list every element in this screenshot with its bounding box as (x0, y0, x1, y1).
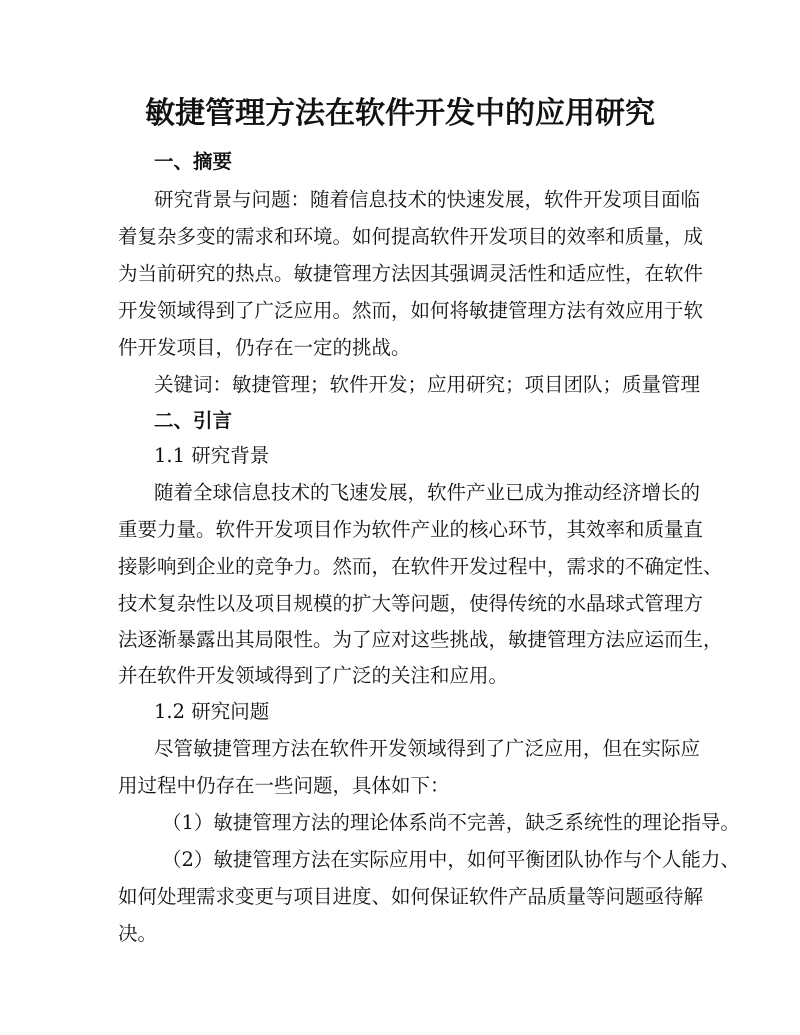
paragraph-line: 随着全球信息技术的飞速发展，软件产业已成为推动经济增长的 (154, 481, 701, 504)
list-item: （1）敏捷管理方法的理论体系尚不完善，缺乏系统性的理论指导。 (162, 811, 740, 834)
section-heading-abstract: 一、摘要 (154, 150, 233, 173)
document-title: 敏捷管理方法在软件开发中的应用研究 (145, 96, 655, 131)
paragraph-line: 接影响到企业的竞争力。然而，在软件开发过程中，需求的不确定性、 (118, 555, 723, 578)
paragraph-line: 研究背景与问题：随着信息技术的快速发展，软件开发项目面临 (154, 188, 701, 211)
paragraph-line: 着复杂多变的需求和环境。如何提高软件开发项目的效率和质量，成 (118, 225, 704, 248)
paragraph-line: 尽管敏捷管理方法在软件开发领域得到了广泛应用，但在实际应 (154, 737, 701, 760)
paragraph-line: 开发领域得到了广泛应用。然而，如何将敏捷管理方法有效应用于软 (118, 299, 704, 322)
paragraph-line: 为当前研究的热点。敏捷管理方法因其强调灵活性和适应性，在软件 (118, 262, 704, 285)
paragraph-line: 用过程中仍存在一些问题，具体如下： (118, 774, 450, 797)
list-item: （2）敏捷管理方法在实际应用中，如何平衡团队协作与个人能力、 (162, 848, 740, 871)
paragraph-line: 并在软件开发领域得到了广泛的关注和应用。 (118, 664, 509, 687)
paragraph-line: 如何处理需求变更与项目进度、如何保证软件产品质量等问题亟待解 (118, 885, 704, 908)
subsection-heading-questions: 1.2 研究问题 (154, 700, 270, 723)
keywords-line: 关键词：敏捷管理；软件开发；应用研究；项目团队；质量管理 (154, 373, 701, 396)
paragraph-line: 件开发项目，仍存在一定的挑战。 (118, 336, 411, 359)
section-heading-introduction: 二、引言 (154, 409, 233, 432)
paragraph-line: 法逐渐暴露出其局限性。为了应对这些挑战，敏捷管理方法应运而生， (118, 628, 723, 651)
subsection-heading-background: 1.1 研究背景 (154, 444, 270, 467)
paragraph-line: 技术复杂性以及项目规模的扩大等问题，使得传统的水晶球式管理方 (118, 592, 704, 615)
paragraph-line: 重要力量。软件开发项目作为软件产业的核心环节，其效率和质量直 (118, 518, 704, 541)
paragraph-line: 决。 (118, 922, 158, 945)
